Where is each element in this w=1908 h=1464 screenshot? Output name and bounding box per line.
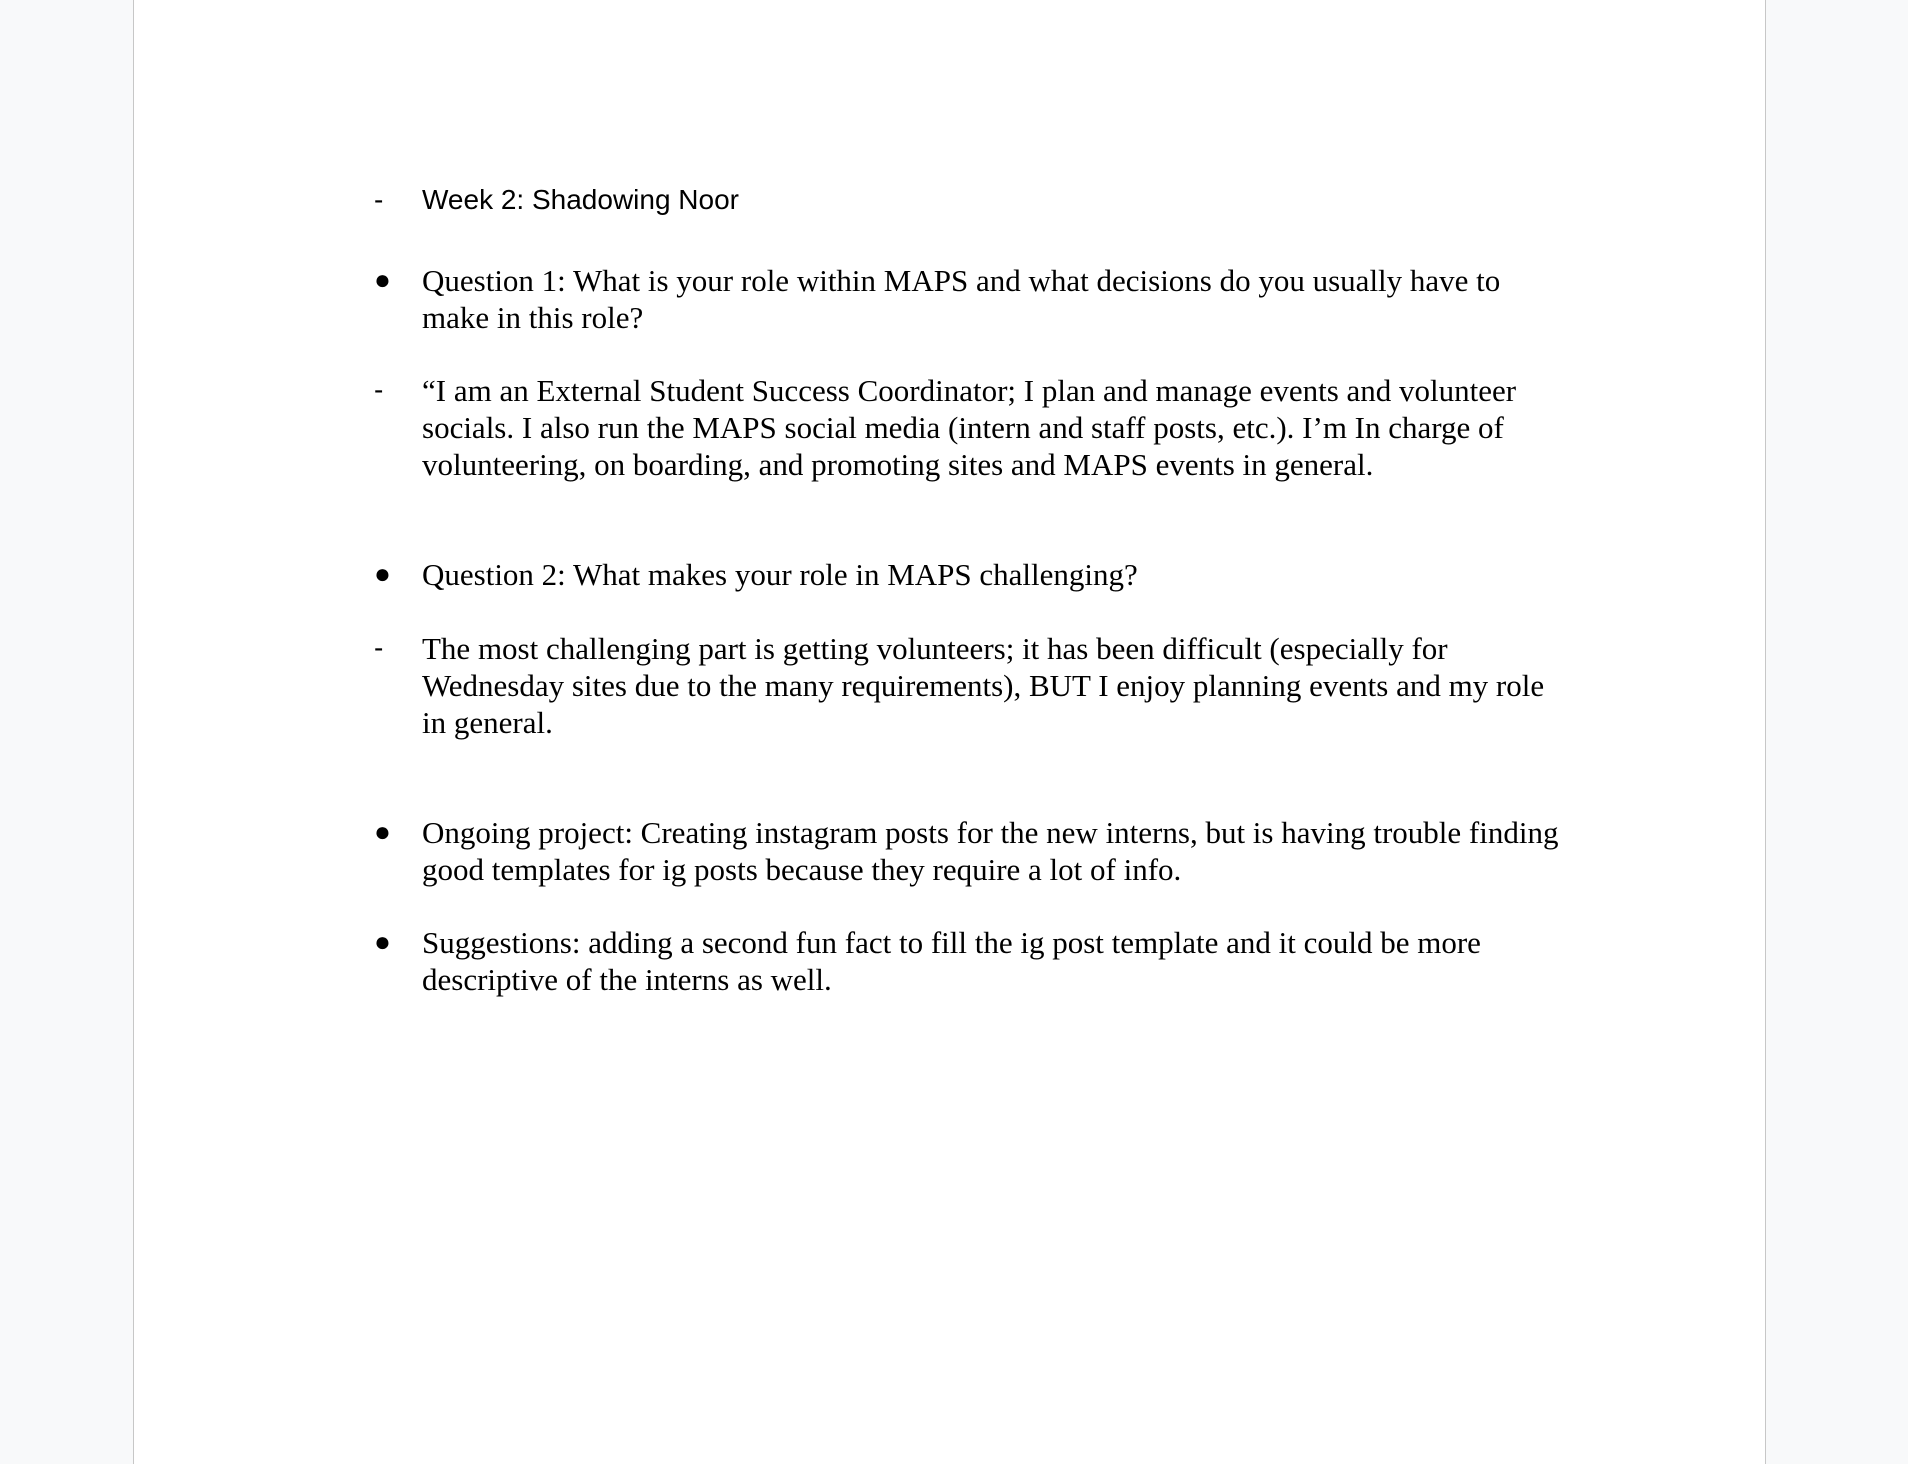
bullet-marker: ● (374, 927, 391, 958)
list-item-ongoing-project (374, 814, 1714, 888)
question-2-text: Question 2: What makes your role in MAPS challenging? (422, 557, 1138, 592)
bullet-marker: ● (374, 817, 391, 848)
week-heading-text: Week 2: Shadowing Noor (422, 184, 739, 215)
list-item-question-1 (374, 262, 1714, 336)
bullet-marker: ● (374, 265, 391, 296)
document-page[interactable] (133, 0, 1766, 1464)
suggestions-text: Suggestions: adding a second fun fact to fill the ig post template and it could be more descriptive of the interns as well. (422, 925, 1481, 997)
list-item-answer-2 (374, 630, 1714, 741)
answer-2-text: The most challenging part is getting volunteers; it has been difficult (especially for Wednesday sites due to the many requirements), BUT I enjoy planning events and my role in general. (422, 631, 1545, 740)
bullet-marker: ● (374, 559, 391, 590)
dash-marker: - (374, 632, 384, 663)
dash-marker: - (374, 184, 384, 215)
list-item-question-2 (374, 556, 1714, 593)
answer-1-text: “I am an External Student Success Coordinator; I plan and manage events and volunteer socials. I also run the MAPS social media (intern and staff posts, etc.). I’m In charge of volunteering, on boarding, and promoting sites and MAPS events in general. (422, 373, 1517, 482)
question-1-text: Question 1: What is your role within MAPS and what decisions do you usually have to make in this role? (422, 263, 1501, 335)
dash-marker: - (374, 374, 384, 405)
document-body (134, 0, 1765, 1464)
list-item-week-heading (374, 182, 1714, 218)
list-item-suggestions (374, 924, 1714, 998)
ongoing-project-text: Ongoing project: Creating instagram posts for the new interns, but is having trouble finding good templates for ig posts because they require a lot of info. (422, 815, 1559, 887)
list-item-answer-1 (374, 372, 1714, 483)
